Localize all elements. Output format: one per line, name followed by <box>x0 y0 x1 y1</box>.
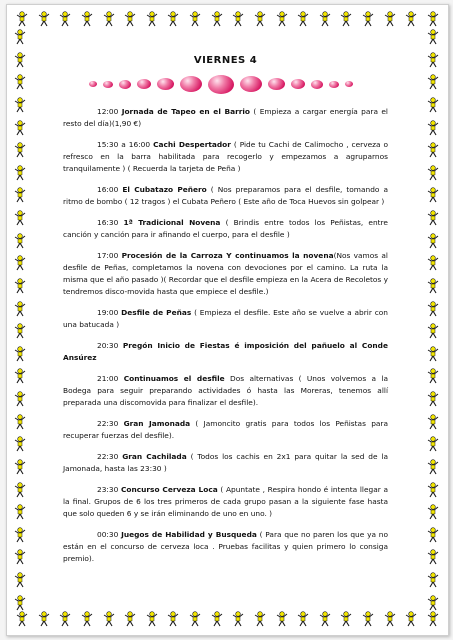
dancing-figure-icon <box>426 323 440 339</box>
dancing-figure-icon <box>37 11 51 27</box>
dancing-figure-icon <box>404 11 418 27</box>
schedule-time: 22:30 <box>97 418 119 428</box>
dancing-figure-icon <box>13 459 27 475</box>
dancing-figure-icon <box>13 74 27 90</box>
schedule-description: ( Apuntate , Respira hondo é intenta llegar a la final. Grupos de 6 los tres primeros de cada grupo pasan a la siguiente fase hasta que solo queden 6 y se irán eliminando de uno en uno. ) <box>63 484 388 518</box>
dancing-figure-icon <box>58 611 72 627</box>
dancing-figure-icon <box>296 11 310 27</box>
pink-dot <box>291 79 305 89</box>
schedule-item <box>63 307 388 331</box>
dancing-figure-icon <box>426 611 440 627</box>
schedule-event-name: Gran Jamonada <box>123 418 191 428</box>
dancing-figure-icon <box>426 74 440 90</box>
dancing-figure-icon <box>426 504 440 520</box>
schedule-time: 22:30 <box>97 451 119 461</box>
dancing-figure-icon <box>13 323 27 339</box>
dancing-figure-icon <box>426 142 440 158</box>
dancing-figure-icon <box>102 11 116 27</box>
dancing-figure-icon <box>123 611 137 627</box>
pink-dot <box>329 81 339 88</box>
dancing-figure-icon <box>426 595 440 611</box>
dancing-figure-icon <box>404 611 418 627</box>
border-bottom <box>15 611 440 629</box>
schedule-event-name: Desfile de Peñas <box>121 307 192 317</box>
dancing-figure-icon <box>426 459 440 475</box>
dancing-figure-icon <box>383 611 397 627</box>
pink-dot <box>345 81 353 87</box>
dancing-figure-icon <box>13 482 27 498</box>
dancing-figure-icon <box>383 11 397 27</box>
dancing-figure-icon <box>13 29 27 45</box>
dancing-figure-icon <box>123 11 137 27</box>
dancing-figure-icon <box>145 11 159 27</box>
schedule-time: 21:00 <box>97 373 119 383</box>
schedule-event-name: Gran Cachilada <box>122 451 187 461</box>
dancing-figure-icon <box>166 611 180 627</box>
dancing-figure-icon <box>426 52 440 68</box>
dancing-figure-icon <box>253 11 267 27</box>
border-left <box>13 29 29 611</box>
schedule-description: ( Todos los cachis en 2x1 para quitar la sed de la Jamonada, hasta las 23:30 ) <box>63 451 388 473</box>
dancing-figure-icon <box>361 11 375 27</box>
schedule-event-name: Juegos de Habilidad y Busqueda <box>121 529 257 539</box>
schedule-item <box>63 184 388 208</box>
dancing-figure-icon <box>426 165 440 181</box>
dancing-figure-icon <box>426 527 440 543</box>
schedule-description: ( Empieza el desfile. Este año se vuelve a abrir con una batucada ) <box>63 307 388 329</box>
schedule-description: (Nos vamos al desfile de Peñas, completamos la novena con devociones por el camino. La ruta la misma que el año pasado )( Recordar que el desfile empieza en la Acera de Recoletos y tendremos disco-movida hasta que empiece el desfile.) <box>63 251 389 296</box>
schedule-time: 17:00 <box>97 251 119 261</box>
dancing-figure-icon <box>253 611 267 627</box>
schedule-list <box>63 106 388 565</box>
pink-dot <box>119 80 131 89</box>
schedule-time: 00:30 <box>97 529 119 539</box>
dancing-figure-icon <box>318 611 332 627</box>
pink-dot <box>240 76 262 92</box>
dancing-figure-icon <box>426 482 440 498</box>
schedule-description: ( Brindis entre todos los Peñistas, entre canción y canción para ir afinando el cuerpo, para el desfile ) <box>63 218 388 240</box>
dancing-figure-icon <box>13 120 27 136</box>
schedule-item <box>63 373 388 409</box>
dancing-figure-icon <box>13 97 27 113</box>
schedule-item <box>63 250 388 298</box>
dancing-figure-icon <box>80 11 94 27</box>
schedule-time: 15:30 a 16:00 <box>97 140 151 150</box>
schedule-time: 19:00 <box>97 307 119 317</box>
schedule-event-name: Concurso Cerveza Loca <box>121 484 218 494</box>
schedule-time: 23:30 <box>97 484 119 494</box>
pink-dot <box>137 79 151 89</box>
schedule-description: ( Jamoncito gratis para todos los Peñistas para recuperar fuerzas del desfile). <box>63 418 388 440</box>
dancing-figure-icon <box>80 611 94 627</box>
dancing-figure-icon <box>426 368 440 384</box>
dancing-figure-icon <box>13 187 27 203</box>
schedule-description: ( Pide tu Cachi de Calimocho , cerveza o refresco en la barra habilitada para recogerlo y empezamos a agruparnos tranquilamente ) ( Recuerda la tarjeta de Peña ) <box>63 140 389 174</box>
schedule-description: ( Nos preparamos para el desfile, tomando a ritmo de bombo ( 12 tragos ) el Cubata Peñero ( Este año de Toca Huevos sin golpear ) <box>63 185 388 207</box>
pink-dot <box>208 75 234 94</box>
pink-dot <box>157 78 174 90</box>
dancing-figure-icon <box>58 11 72 27</box>
dancing-figure-icon <box>426 391 440 407</box>
dancing-figure-icon <box>275 611 289 627</box>
schedule-content <box>63 53 388 574</box>
dancing-figure-icon <box>339 611 353 627</box>
dancing-figure-icon <box>210 11 224 27</box>
pink-dot <box>103 81 113 88</box>
schedule-item <box>63 340 388 364</box>
dancing-figure-icon <box>13 436 27 452</box>
dancing-figure-icon <box>188 11 202 27</box>
dancing-figure-icon <box>426 120 440 136</box>
dancing-figure-icon <box>13 210 27 226</box>
dancing-figure-icon <box>102 611 116 627</box>
dancing-figure-icon <box>231 11 245 27</box>
dancing-figure-icon <box>188 611 202 627</box>
schedule-description: Dos alternativas ( Unos volvemos a la Bodega para seguir preparando actividades ó hasta las Moreras, tenemos allí preparada una discomovida para finalizar el desfile). <box>63 373 389 407</box>
dancing-figure-icon <box>426 278 440 294</box>
dancing-figure-icon <box>13 301 27 317</box>
dancing-figure-icon <box>166 11 180 27</box>
dancing-figure-icon <box>13 572 27 588</box>
pink-dot <box>268 78 285 90</box>
dancing-figure-icon <box>426 255 440 271</box>
dancing-figure-icon <box>361 611 375 627</box>
dancing-figure-icon <box>426 11 440 27</box>
schedule-item <box>63 418 388 442</box>
schedule-item <box>63 106 388 130</box>
schedule-time: 16:30 <box>97 218 119 228</box>
dancing-figure-icon <box>426 97 440 113</box>
schedule-description: ( Empieza a cargar energía para el resto del día)(1,90 €) <box>63 107 388 129</box>
schedule-item <box>63 217 388 241</box>
schedule-event-name: Continuamos el desfile <box>123 373 225 383</box>
schedule-item <box>63 451 388 475</box>
dancing-figure-icon <box>426 210 440 226</box>
schedule-event-name: Cachi Despertador <box>153 140 231 150</box>
schedule-item <box>63 484 388 520</box>
schedule-event-name: Jornada de Tapeo en el Barrio <box>121 107 251 117</box>
schedule-event-name: El Cubatazo Peñero <box>122 185 207 195</box>
dancing-figure-icon <box>37 611 51 627</box>
pink-dot <box>311 80 323 89</box>
dancing-figure-icon <box>426 346 440 362</box>
dancing-figure-icon <box>426 233 440 249</box>
dancing-figure-icon <box>339 11 353 27</box>
schedule-time: 12:00 <box>97 107 119 117</box>
dancing-figure-icon <box>13 52 27 68</box>
dancing-figure-icon <box>231 611 245 627</box>
schedule-event-name: Procesión de la Carroza Y continuamos la novena <box>121 251 334 261</box>
dancing-figure-icon <box>426 301 440 317</box>
dancing-figure-icon <box>275 11 289 27</box>
dancing-figure-icon <box>13 165 27 181</box>
dancing-figure-icon <box>13 142 27 158</box>
dancing-figure-icon <box>13 527 27 543</box>
border-top <box>15 11 440 29</box>
dancing-figure-icon <box>426 29 440 45</box>
dancing-figure-icon <box>13 255 27 271</box>
schedule-time: 16:00 <box>97 185 119 195</box>
page-title: VIERNES 4 <box>193 55 258 66</box>
dancing-figure-icon <box>13 549 27 565</box>
dancing-figure-icon <box>210 611 224 627</box>
border-right <box>426 29 442 611</box>
schedule-item <box>63 529 388 565</box>
dancing-figure-icon <box>13 346 27 362</box>
dancing-figure-icon <box>296 611 310 627</box>
dancing-figure-icon <box>426 436 440 452</box>
schedule-event-name: 1ª Tradicional Novena <box>123 218 221 228</box>
dancing-figure-icon <box>426 549 440 565</box>
schedule-description: ( Para que no paren los que ya no están en el concurso de cerveza loca . Pruebas facilitas y quien primero lo consiga premio). <box>63 529 388 563</box>
dancing-figure-icon <box>13 278 27 294</box>
dancing-figure-icon <box>426 572 440 588</box>
dancing-figure-icon <box>15 11 29 27</box>
dancing-figure-icon <box>13 414 27 430</box>
dancing-figure-icon <box>318 11 332 27</box>
dancing-figure-icon <box>13 368 27 384</box>
pink-dot <box>89 81 97 87</box>
dancing-figure-icon <box>13 391 27 407</box>
decorative-dots <box>53 72 388 96</box>
dancing-figure-icon <box>13 504 27 520</box>
schedule-event-name: Pregón Inicio de Fiestas é imposición del pañuelo al Conde Ansúrez <box>63 340 388 362</box>
dancing-figure-icon <box>15 611 29 627</box>
schedule-item <box>63 139 388 175</box>
dancing-figure-icon <box>13 595 27 611</box>
schedule-time: 20:30 <box>97 340 119 350</box>
dancing-figure-icon <box>426 187 440 203</box>
dancing-figure-icon <box>145 611 159 627</box>
dancing-figure-icon <box>13 233 27 249</box>
document-page <box>6 4 449 636</box>
pink-dot <box>180 76 202 92</box>
dancing-figure-icon <box>426 414 440 430</box>
